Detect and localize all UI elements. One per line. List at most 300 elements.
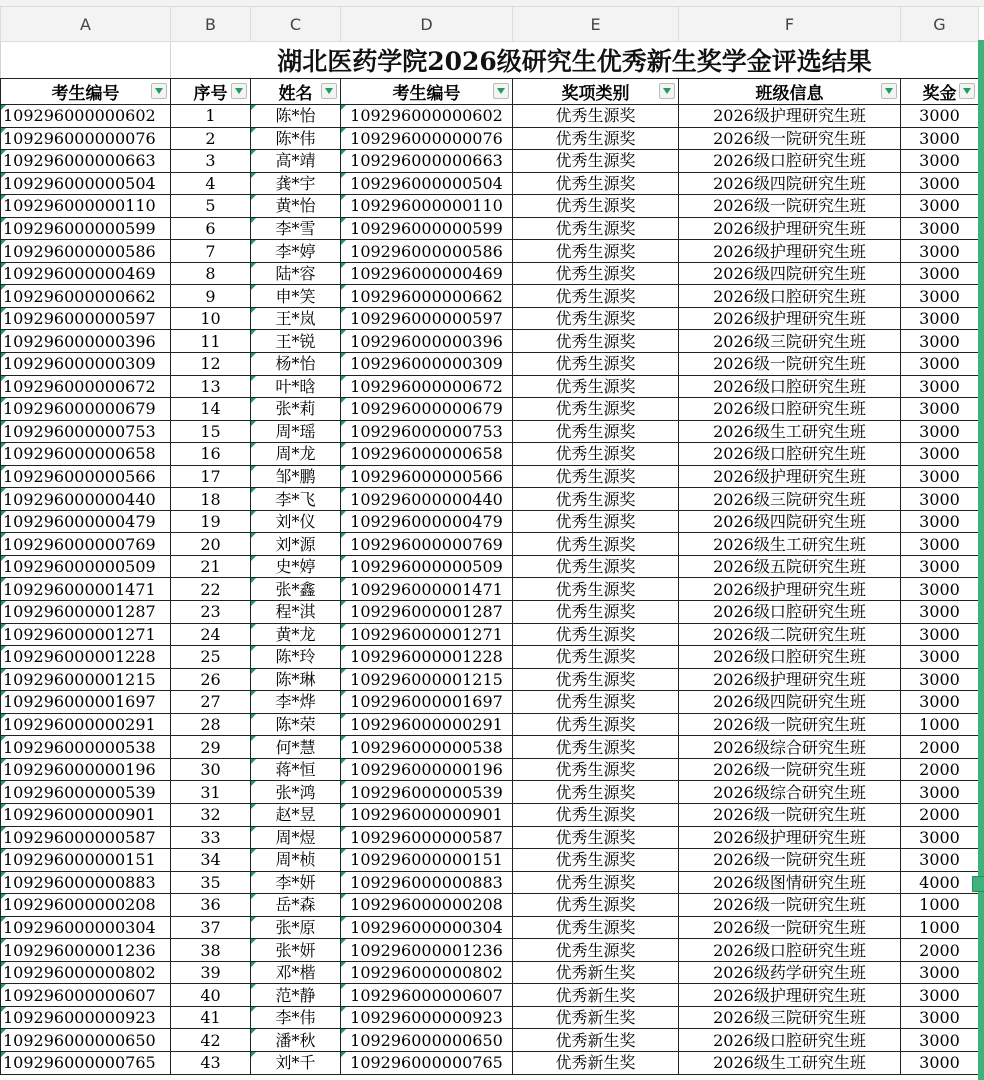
cell-amount[interactable]: 3000 bbox=[901, 375, 979, 398]
cell-exam-id-d[interactable]: 109296000001228 bbox=[341, 646, 513, 669]
cell-exam-id-a[interactable]: 109296000000599 bbox=[1, 217, 171, 240]
scroll-handle[interactable] bbox=[972, 876, 984, 892]
cell-exam-id-a[interactable]: 109296000001215 bbox=[1, 668, 171, 691]
cell-award-type[interactable]: 优秀生源奖 bbox=[513, 646, 679, 669]
cell-exam-id-a[interactable]: 109296000000566 bbox=[1, 465, 171, 488]
cell-class-info[interactable]: 2026级口腔研究生班 bbox=[679, 1029, 901, 1052]
cell-class-info[interactable]: 2026级护理研究生班 bbox=[679, 668, 901, 691]
cell-name[interactable]: 龚*宇 bbox=[251, 172, 341, 195]
cell-amount[interactable]: 2000 bbox=[901, 939, 979, 962]
cell-exam-id-a[interactable]: 109296000000658 bbox=[1, 443, 171, 466]
cell-award-type[interactable]: 优秀生源奖 bbox=[513, 285, 679, 308]
cell-exam-id-a[interactable]: 109296000000291 bbox=[1, 713, 171, 736]
cell-exam-id-d[interactable]: 109296000000662 bbox=[341, 285, 513, 308]
cell-index[interactable]: 7 bbox=[171, 240, 251, 263]
cell-amount[interactable]: 2000 bbox=[901, 736, 979, 759]
cell-index[interactable]: 43 bbox=[171, 1051, 251, 1074]
cell-index[interactable]: 28 bbox=[171, 713, 251, 736]
cell-index[interactable]: 31 bbox=[171, 781, 251, 804]
cell-amount[interactable]: 3000 bbox=[901, 127, 979, 150]
cell-award-type[interactable]: 优秀生源奖 bbox=[513, 127, 679, 150]
cell-award-type[interactable]: 优秀生源奖 bbox=[513, 555, 679, 578]
cell-award-type[interactable]: 优秀生源奖 bbox=[513, 240, 679, 263]
cell-amount[interactable]: 3000 bbox=[901, 330, 979, 353]
cell-class-info[interactable]: 2026级生工研究生班 bbox=[679, 533, 901, 556]
cell-exam-id-a[interactable]: 109296000000151 bbox=[1, 849, 171, 872]
cell-amount[interactable]: 3000 bbox=[901, 533, 979, 556]
cell-index[interactable]: 15 bbox=[171, 420, 251, 443]
cell-amount[interactable]: 3000 bbox=[901, 646, 979, 669]
cell-amount[interactable]: 3000 bbox=[901, 307, 979, 330]
cell-amount[interactable]: 3000 bbox=[901, 601, 979, 624]
cell-exam-id-a[interactable]: 109296000000509 bbox=[1, 555, 171, 578]
cell-exam-id-a[interactable]: 109296000000663 bbox=[1, 150, 171, 173]
cell-index[interactable]: 16 bbox=[171, 443, 251, 466]
cell-amount[interactable]: 3000 bbox=[901, 510, 979, 533]
cell-class-info[interactable]: 2026级一院研究生班 bbox=[679, 353, 901, 376]
cell-exam-id-a[interactable]: 109296000000672 bbox=[1, 375, 171, 398]
cell-amount[interactable]: 3000 bbox=[901, 691, 979, 714]
cell-exam-id-d[interactable]: 109296000000597 bbox=[341, 307, 513, 330]
cell-exam-id-d[interactable]: 109296000000607 bbox=[341, 984, 513, 1007]
cell-award-type[interactable]: 优秀生源奖 bbox=[513, 150, 679, 173]
cell-amount[interactable]: 3000 bbox=[901, 1029, 979, 1052]
cell-exam-id-a[interactable]: 109296000000304 bbox=[1, 916, 171, 939]
cell-exam-id-a[interactable]: 109296000001287 bbox=[1, 601, 171, 624]
cell-award-type[interactable]: 优秀生源奖 bbox=[513, 713, 679, 736]
cell-class-info[interactable]: 2026级护理研究生班 bbox=[679, 578, 901, 601]
cell-amount[interactable]: 2000 bbox=[901, 758, 979, 781]
cell-award-type[interactable]: 优秀生源奖 bbox=[513, 510, 679, 533]
cell-exam-id-a[interactable]: 109296000000196 bbox=[1, 758, 171, 781]
cell-exam-id-d[interactable]: 109296000000304 bbox=[341, 916, 513, 939]
cell-exam-id-d[interactable]: 109296000000076 bbox=[341, 127, 513, 150]
cell-name[interactable]: 张*莉 bbox=[251, 398, 341, 421]
cell-exam-id-d[interactable]: 109296000000769 bbox=[341, 533, 513, 556]
cell-name[interactable]: 周*瑶 bbox=[251, 420, 341, 443]
cell-amount[interactable]: 3000 bbox=[901, 578, 979, 601]
cell-exam-id-a[interactable]: 109296000000309 bbox=[1, 353, 171, 376]
cell-name[interactable]: 潘*秋 bbox=[251, 1029, 341, 1052]
header-cell-award-type[interactable] bbox=[513, 79, 679, 105]
cell-class-info[interactable]: 2026级一院研究生班 bbox=[679, 916, 901, 939]
column-letter-b[interactable]: B bbox=[171, 7, 251, 42]
cell-amount[interactable]: 3000 bbox=[901, 398, 979, 421]
cell-exam-id-d[interactable]: 109296000000658 bbox=[341, 443, 513, 466]
cell-class-info[interactable]: 2026级三院研究生班 bbox=[679, 1006, 901, 1029]
filter-dropdown-icon[interactable] bbox=[881, 83, 897, 99]
cell-name[interactable]: 周*煜 bbox=[251, 826, 341, 849]
cell-exam-id-a[interactable]: 109296000000602 bbox=[1, 105, 171, 128]
cell-index[interactable]: 22 bbox=[171, 578, 251, 601]
cell-name[interactable]: 陈*伟 bbox=[251, 127, 341, 150]
cell-exam-id-a[interactable]: 109296000000662 bbox=[1, 285, 171, 308]
header-cell-name[interactable] bbox=[251, 79, 341, 105]
cell-exam-id-a[interactable]: 109296000000469 bbox=[1, 262, 171, 285]
cell-award-type[interactable]: 优秀新生奖 bbox=[513, 961, 679, 984]
cell-class-info[interactable]: 2026级四院研究生班 bbox=[679, 172, 901, 195]
cell-exam-id-a[interactable]: 109296000000539 bbox=[1, 781, 171, 804]
cell-award-type[interactable]: 优秀生源奖 bbox=[513, 533, 679, 556]
cell-index[interactable]: 4 bbox=[171, 172, 251, 195]
cell-name[interactable]: 李*婷 bbox=[251, 240, 341, 263]
cell-exam-id-d[interactable]: 109296000000196 bbox=[341, 758, 513, 781]
cell-amount[interactable]: 3000 bbox=[901, 195, 979, 218]
cell-name[interactable]: 周*桢 bbox=[251, 849, 341, 872]
header-cell-exam-id-a[interactable] bbox=[1, 79, 171, 105]
cell-name[interactable]: 程*淇 bbox=[251, 601, 341, 624]
cell-class-info[interactable]: 2026级综合研究生班 bbox=[679, 736, 901, 759]
cell-index[interactable]: 10 bbox=[171, 307, 251, 330]
cell-exam-id-d[interactable]: 109296000000765 bbox=[341, 1051, 513, 1074]
cell-award-type[interactable]: 优秀生源奖 bbox=[513, 375, 679, 398]
cell-class-info[interactable]: 2026级一院研究生班 bbox=[679, 127, 901, 150]
cell-class-info[interactable]: 2026级四院研究生班 bbox=[679, 691, 901, 714]
cell-class-info[interactable]: 2026级口腔研究生班 bbox=[679, 285, 901, 308]
cell-class-info[interactable]: 2026级图情研究生班 bbox=[679, 871, 901, 894]
cell-amount[interactable]: 1000 bbox=[901, 916, 979, 939]
cell-exam-id-d[interactable]: 109296000000291 bbox=[341, 713, 513, 736]
cell-class-info[interactable]: 2026级生工研究生班 bbox=[679, 1051, 901, 1074]
cell-exam-id-d[interactable]: 109296000001287 bbox=[341, 601, 513, 624]
cell-amount[interactable]: 3000 bbox=[901, 961, 979, 984]
cell-index[interactable]: 17 bbox=[171, 465, 251, 488]
cell-class-info[interactable]: 2026级生工研究生班 bbox=[679, 420, 901, 443]
cell-amount[interactable]: 3000 bbox=[901, 285, 979, 308]
cell-index[interactable]: 8 bbox=[171, 262, 251, 285]
cell-index[interactable]: 20 bbox=[171, 533, 251, 556]
cell-award-type[interactable]: 优秀生源奖 bbox=[513, 443, 679, 466]
cell-exam-id-a[interactable]: 109296000000208 bbox=[1, 894, 171, 917]
cell-exam-id-a[interactable]: 109296000000586 bbox=[1, 240, 171, 263]
filter-dropdown-icon[interactable] bbox=[321, 83, 337, 99]
cell-award-type[interactable]: 优秀生源奖 bbox=[513, 623, 679, 646]
cell-name[interactable]: 高*靖 bbox=[251, 150, 341, 173]
cell-index[interactable]: 19 bbox=[171, 510, 251, 533]
cell-exam-id-d[interactable]: 109296000000566 bbox=[341, 465, 513, 488]
cell-index[interactable]: 30 bbox=[171, 758, 251, 781]
cell-exam-id-a[interactable]: 109296000001228 bbox=[1, 646, 171, 669]
cell-award-type[interactable]: 优秀生源奖 bbox=[513, 894, 679, 917]
cell-award-type[interactable]: 优秀生源奖 bbox=[513, 465, 679, 488]
cell-exam-id-d[interactable]: 109296000000883 bbox=[341, 871, 513, 894]
cell-name[interactable]: 李*雪 bbox=[251, 217, 341, 240]
cell-exam-id-d[interactable]: 109296000000208 bbox=[341, 894, 513, 917]
cell-class-info[interactable]: 2026级一院研究生班 bbox=[679, 713, 901, 736]
cell-class-info[interactable]: 2026级护理研究生班 bbox=[679, 307, 901, 330]
cell-name[interactable]: 史*婷 bbox=[251, 555, 341, 578]
cell-index[interactable]: 42 bbox=[171, 1029, 251, 1052]
cell-exam-id-a[interactable]: 109296000000538 bbox=[1, 736, 171, 759]
cell-index[interactable]: 35 bbox=[171, 871, 251, 894]
filter-dropdown-icon[interactable] bbox=[151, 83, 167, 99]
cell-exam-id-a[interactable]: 109296000001236 bbox=[1, 939, 171, 962]
cell-amount[interactable]: 3000 bbox=[901, 984, 979, 1007]
cell-index[interactable]: 3 bbox=[171, 150, 251, 173]
filter-dropdown-icon[interactable] bbox=[493, 83, 509, 99]
cell-exam-id-d[interactable]: 109296000000599 bbox=[341, 217, 513, 240]
cell-name[interactable]: 周*龙 bbox=[251, 443, 341, 466]
cell-name[interactable]: 陈*玲 bbox=[251, 646, 341, 669]
cell-award-type[interactable]: 优秀生源奖 bbox=[513, 398, 679, 421]
cell-name[interactable]: 张*妍 bbox=[251, 939, 341, 962]
cell-exam-id-d[interactable]: 109296000001697 bbox=[341, 691, 513, 714]
cell-name[interactable]: 杨*怡 bbox=[251, 353, 341, 376]
cell-index[interactable]: 38 bbox=[171, 939, 251, 962]
cell-class-info[interactable]: 2026级一院研究生班 bbox=[679, 803, 901, 826]
cell-exam-id-d[interactable]: 109296000000538 bbox=[341, 736, 513, 759]
cell-exam-id-a[interactable]: 109296000000765 bbox=[1, 1051, 171, 1074]
cell-award-type[interactable]: 优秀生源奖 bbox=[513, 601, 679, 624]
cell-index[interactable]: 32 bbox=[171, 803, 251, 826]
cell-exam-id-a[interactable]: 109296000001697 bbox=[1, 691, 171, 714]
column-letter-a[interactable]: A bbox=[1, 7, 171, 42]
cell-index[interactable]: 21 bbox=[171, 555, 251, 578]
cell-index[interactable]: 12 bbox=[171, 353, 251, 376]
cell-class-info[interactable]: 2026级一院研究生班 bbox=[679, 894, 901, 917]
cell-amount[interactable]: 3000 bbox=[901, 1006, 979, 1029]
cell-award-type[interactable]: 优秀生源奖 bbox=[513, 849, 679, 872]
cell-name[interactable]: 叶*晗 bbox=[251, 375, 341, 398]
cell-index[interactable]: 25 bbox=[171, 646, 251, 669]
cell-exam-id-a[interactable]: 109296000000587 bbox=[1, 826, 171, 849]
cell-class-info[interactable]: 2026级口腔研究生班 bbox=[679, 150, 901, 173]
cell-index[interactable]: 9 bbox=[171, 285, 251, 308]
sheet-title[interactable]: 湖北医药学院2026级研究生优秀新生奖学金评选结果 bbox=[171, 42, 979, 79]
cell-award-type[interactable]: 优秀生源奖 bbox=[513, 916, 679, 939]
header-cell-index[interactable] bbox=[171, 79, 251, 105]
cell-exam-id-a[interactable]: 109296000000479 bbox=[1, 510, 171, 533]
cell-name[interactable]: 申*笑 bbox=[251, 285, 341, 308]
cell-amount[interactable]: 3000 bbox=[901, 826, 979, 849]
cell-name[interactable]: 邹*鹏 bbox=[251, 465, 341, 488]
cell-class-info[interactable]: 2026级护理研究生班 bbox=[679, 826, 901, 849]
cell-name[interactable]: 陈*荣 bbox=[251, 713, 341, 736]
cell-index[interactable]: 2 bbox=[171, 127, 251, 150]
cell-index[interactable]: 36 bbox=[171, 894, 251, 917]
cell-exam-id-a[interactable]: 109296000000650 bbox=[1, 1029, 171, 1052]
cell-amount[interactable]: 3000 bbox=[901, 668, 979, 691]
cell-exam-id-d[interactable]: 109296000000539 bbox=[341, 781, 513, 804]
cell-exam-id-d[interactable]: 109296000000901 bbox=[341, 803, 513, 826]
cell-award-type[interactable]: 优秀新生奖 bbox=[513, 1029, 679, 1052]
filter-dropdown-icon[interactable] bbox=[231, 83, 247, 99]
cell-name[interactable]: 刘*仪 bbox=[251, 510, 341, 533]
cell-name[interactable]: 李*伟 bbox=[251, 1006, 341, 1029]
cell-exam-id-d[interactable]: 109296000000396 bbox=[341, 330, 513, 353]
column-letter-f[interactable]: F bbox=[679, 7, 901, 42]
cell-award-type[interactable]: 优秀生源奖 bbox=[513, 217, 679, 240]
filter-dropdown-icon[interactable] bbox=[659, 83, 675, 99]
cell-award-type[interactable]: 优秀生源奖 bbox=[513, 826, 679, 849]
header-cell-exam-id-d[interactable] bbox=[341, 79, 513, 105]
cell-award-type[interactable]: 优秀生源奖 bbox=[513, 668, 679, 691]
cell-exam-id-d[interactable]: 109296000000469 bbox=[341, 262, 513, 285]
cell-exam-id-a[interactable]: 109296000000076 bbox=[1, 127, 171, 150]
cell-amount[interactable]: 3000 bbox=[901, 1051, 979, 1074]
cell-award-type[interactable]: 优秀生源奖 bbox=[513, 691, 679, 714]
cell-name[interactable]: 陈*琳 bbox=[251, 668, 341, 691]
cell-amount[interactable]: 3000 bbox=[901, 240, 979, 263]
cell-index[interactable]: 27 bbox=[171, 691, 251, 714]
cell-exam-id-d[interactable]: 109296000000923 bbox=[341, 1006, 513, 1029]
cell-award-type[interactable]: 优秀生源奖 bbox=[513, 262, 679, 285]
cell-exam-id-d[interactable]: 109296000001471 bbox=[341, 578, 513, 601]
cell-class-info[interactable]: 2026级综合研究生班 bbox=[679, 781, 901, 804]
cell-index[interactable]: 14 bbox=[171, 398, 251, 421]
column-letter-g[interactable]: G bbox=[901, 7, 979, 42]
cell-exam-id-a[interactable]: 109296000000769 bbox=[1, 533, 171, 556]
cell-class-info[interactable]: 2026级护理研究生班 bbox=[679, 217, 901, 240]
cell-award-type[interactable]: 优秀生源奖 bbox=[513, 307, 679, 330]
cell-award-type[interactable]: 优秀新生奖 bbox=[513, 1051, 679, 1074]
cell-class-info[interactable]: 2026级一院研究生班 bbox=[679, 849, 901, 872]
cell-index[interactable]: 13 bbox=[171, 375, 251, 398]
cell-exam-id-d[interactable]: 109296000000650 bbox=[341, 1029, 513, 1052]
cell-class-info[interactable]: 2026级护理研究生班 bbox=[679, 105, 901, 128]
column-letter-c[interactable]: C bbox=[251, 7, 341, 42]
cell-name[interactable]: 陆*容 bbox=[251, 262, 341, 285]
cell-amount[interactable]: 1000 bbox=[901, 713, 979, 736]
cell-award-type[interactable]: 优秀生源奖 bbox=[513, 330, 679, 353]
cell-name[interactable]: 黄*龙 bbox=[251, 623, 341, 646]
cell-name[interactable]: 李*妍 bbox=[251, 871, 341, 894]
cell-exam-id-d[interactable]: 109296000000663 bbox=[341, 150, 513, 173]
cell-award-type[interactable]: 优秀生源奖 bbox=[513, 420, 679, 443]
cell-name[interactable]: 何*慧 bbox=[251, 736, 341, 759]
cell-award-type[interactable]: 优秀生源奖 bbox=[513, 353, 679, 376]
cell-class-info[interactable]: 2026级护理研究生班 bbox=[679, 465, 901, 488]
cell-name[interactable]: 李*飞 bbox=[251, 488, 341, 511]
cell-exam-id-d[interactable]: 109296000000151 bbox=[341, 849, 513, 872]
cell-award-type[interactable]: 优秀生源奖 bbox=[513, 172, 679, 195]
cell-name[interactable]: 李*烨 bbox=[251, 691, 341, 714]
cell-award-type[interactable]: 优秀新生奖 bbox=[513, 984, 679, 1007]
cell-amount[interactable]: 3000 bbox=[901, 781, 979, 804]
cell-award-type[interactable]: 优秀生源奖 bbox=[513, 803, 679, 826]
cell-index[interactable]: 5 bbox=[171, 195, 251, 218]
cell-class-info[interactable]: 2026级三院研究生班 bbox=[679, 330, 901, 353]
cell-class-info[interactable]: 2026级二院研究生班 bbox=[679, 623, 901, 646]
cell-exam-id-d[interactable]: 109296000000672 bbox=[341, 375, 513, 398]
cell-exam-id-d[interactable]: 109296000000309 bbox=[341, 353, 513, 376]
cell-index[interactable]: 40 bbox=[171, 984, 251, 1007]
cell-award-type[interactable]: 优秀生源奖 bbox=[513, 488, 679, 511]
cell-index[interactable]: 34 bbox=[171, 849, 251, 872]
cell-exam-id-d[interactable]: 109296000000602 bbox=[341, 105, 513, 128]
cell-amount[interactable]: 3000 bbox=[901, 172, 979, 195]
cell-exam-id-a[interactable]: 109296000000923 bbox=[1, 1006, 171, 1029]
header-cell-amount[interactable] bbox=[901, 79, 979, 105]
cell-name[interactable]: 刘*源 bbox=[251, 533, 341, 556]
cell-exam-id-d[interactable]: 109296000001215 bbox=[341, 668, 513, 691]
cell-amount[interactable]: 3000 bbox=[901, 443, 979, 466]
cell-award-type[interactable]: 优秀生源奖 bbox=[513, 939, 679, 962]
cell-class-info[interactable]: 2026级口腔研究生班 bbox=[679, 398, 901, 421]
cell-exam-id-a[interactable]: 109296000000679 bbox=[1, 398, 171, 421]
cell-name[interactable]: 黄*怡 bbox=[251, 195, 341, 218]
cell-award-type[interactable]: 优秀新生奖 bbox=[513, 1006, 679, 1029]
cell-amount[interactable]: 3000 bbox=[901, 420, 979, 443]
cell-class-info[interactable]: 2026级药学研究生班 bbox=[679, 961, 901, 984]
cell-name[interactable]: 岳*森 bbox=[251, 894, 341, 917]
cell-exam-id-a[interactable]: 109296000000802 bbox=[1, 961, 171, 984]
column-letter-e[interactable]: E bbox=[513, 7, 679, 42]
cell-index[interactable]: 41 bbox=[171, 1006, 251, 1029]
cell-award-type[interactable]: 优秀生源奖 bbox=[513, 871, 679, 894]
cell-index[interactable]: 6 bbox=[171, 217, 251, 240]
cell-class-info[interactable]: 2026级一院研究生班 bbox=[679, 195, 901, 218]
cell-class-info[interactable]: 2026级四院研究生班 bbox=[679, 262, 901, 285]
cell-index[interactable]: 18 bbox=[171, 488, 251, 511]
cell-class-info[interactable]: 2026级四院研究生班 bbox=[679, 510, 901, 533]
cell-class-info[interactable]: 2026级口腔研究生班 bbox=[679, 443, 901, 466]
cell-name[interactable]: 张*鑫 bbox=[251, 578, 341, 601]
cell-exam-id-d[interactable]: 109296000000509 bbox=[341, 555, 513, 578]
cell-exam-id-a[interactable]: 109296000000883 bbox=[1, 871, 171, 894]
cell-amount[interactable]: 3000 bbox=[901, 465, 979, 488]
cell-index[interactable]: 37 bbox=[171, 916, 251, 939]
filter-dropdown-icon[interactable] bbox=[959, 83, 975, 99]
cell-amount[interactable]: 3000 bbox=[901, 262, 979, 285]
cell-amount[interactable]: 3000 bbox=[901, 623, 979, 646]
cell-class-info[interactable]: 2026级护理研究生班 bbox=[679, 984, 901, 1007]
cell-index[interactable]: 26 bbox=[171, 668, 251, 691]
cell-exam-id-a[interactable]: 109296000000597 bbox=[1, 307, 171, 330]
cell-index[interactable]: 23 bbox=[171, 601, 251, 624]
cell-exam-id-a[interactable]: 109296000000110 bbox=[1, 195, 171, 218]
cell-class-info[interactable]: 2026级护理研究生班 bbox=[679, 240, 901, 263]
cell-name[interactable]: 邓*楷 bbox=[251, 961, 341, 984]
cell-index[interactable]: 33 bbox=[171, 826, 251, 849]
cell-amount[interactable]: 3000 bbox=[901, 849, 979, 872]
cell-exam-id-d[interactable]: 109296000000586 bbox=[341, 240, 513, 263]
cell-exam-id-a[interactable]: 109296000000440 bbox=[1, 488, 171, 511]
cell-amount[interactable]: 3000 bbox=[901, 488, 979, 511]
cell-exam-id-a[interactable]: 109296000001471 bbox=[1, 578, 171, 601]
cell-award-type[interactable]: 优秀生源奖 bbox=[513, 736, 679, 759]
cell-exam-id-a[interactable]: 109296000000901 bbox=[1, 803, 171, 826]
cell-exam-id-d[interactable]: 109296000000504 bbox=[341, 172, 513, 195]
cell-index[interactable]: 1 bbox=[171, 105, 251, 128]
cell-class-info[interactable]: 2026级五院研究生班 bbox=[679, 555, 901, 578]
cell-amount[interactable]: 4000 bbox=[901, 871, 979, 894]
cell-exam-id-d[interactable]: 109296000000110 bbox=[341, 195, 513, 218]
cell-class-info[interactable]: 2026级口腔研究生班 bbox=[679, 646, 901, 669]
cell-name[interactable]: 王*岚 bbox=[251, 307, 341, 330]
cell-name[interactable]: 王*锐 bbox=[251, 330, 341, 353]
cell-name[interactable]: 张*原 bbox=[251, 916, 341, 939]
cell-class-info[interactable]: 2026级三院研究生班 bbox=[679, 488, 901, 511]
cell-amount[interactable]: 3000 bbox=[901, 555, 979, 578]
cell-class-info[interactable]: 2026级口腔研究生班 bbox=[679, 601, 901, 624]
cell-index[interactable]: 11 bbox=[171, 330, 251, 353]
cell-exam-id-a[interactable]: 109296000000396 bbox=[1, 330, 171, 353]
cell-exam-id-d[interactable]: 109296000000679 bbox=[341, 398, 513, 421]
cell-award-type[interactable]: 优秀生源奖 bbox=[513, 758, 679, 781]
cell-name[interactable]: 范*静 bbox=[251, 984, 341, 1007]
cell-name[interactable]: 张*鸿 bbox=[251, 781, 341, 804]
cell-amount[interactable]: 3000 bbox=[901, 105, 979, 128]
cell-amount[interactable]: 2000 bbox=[901, 803, 979, 826]
cell-index[interactable]: 39 bbox=[171, 961, 251, 984]
cell-exam-id-d[interactable]: 109296000001236 bbox=[341, 939, 513, 962]
header-cell-class-info[interactable] bbox=[679, 79, 901, 105]
column-letter-d[interactable]: D bbox=[341, 7, 513, 42]
cell-exam-id-a[interactable]: 109296000000504 bbox=[1, 172, 171, 195]
cell-exam-id-d[interactable]: 109296000000479 bbox=[341, 510, 513, 533]
cell-award-type[interactable]: 优秀生源奖 bbox=[513, 781, 679, 804]
